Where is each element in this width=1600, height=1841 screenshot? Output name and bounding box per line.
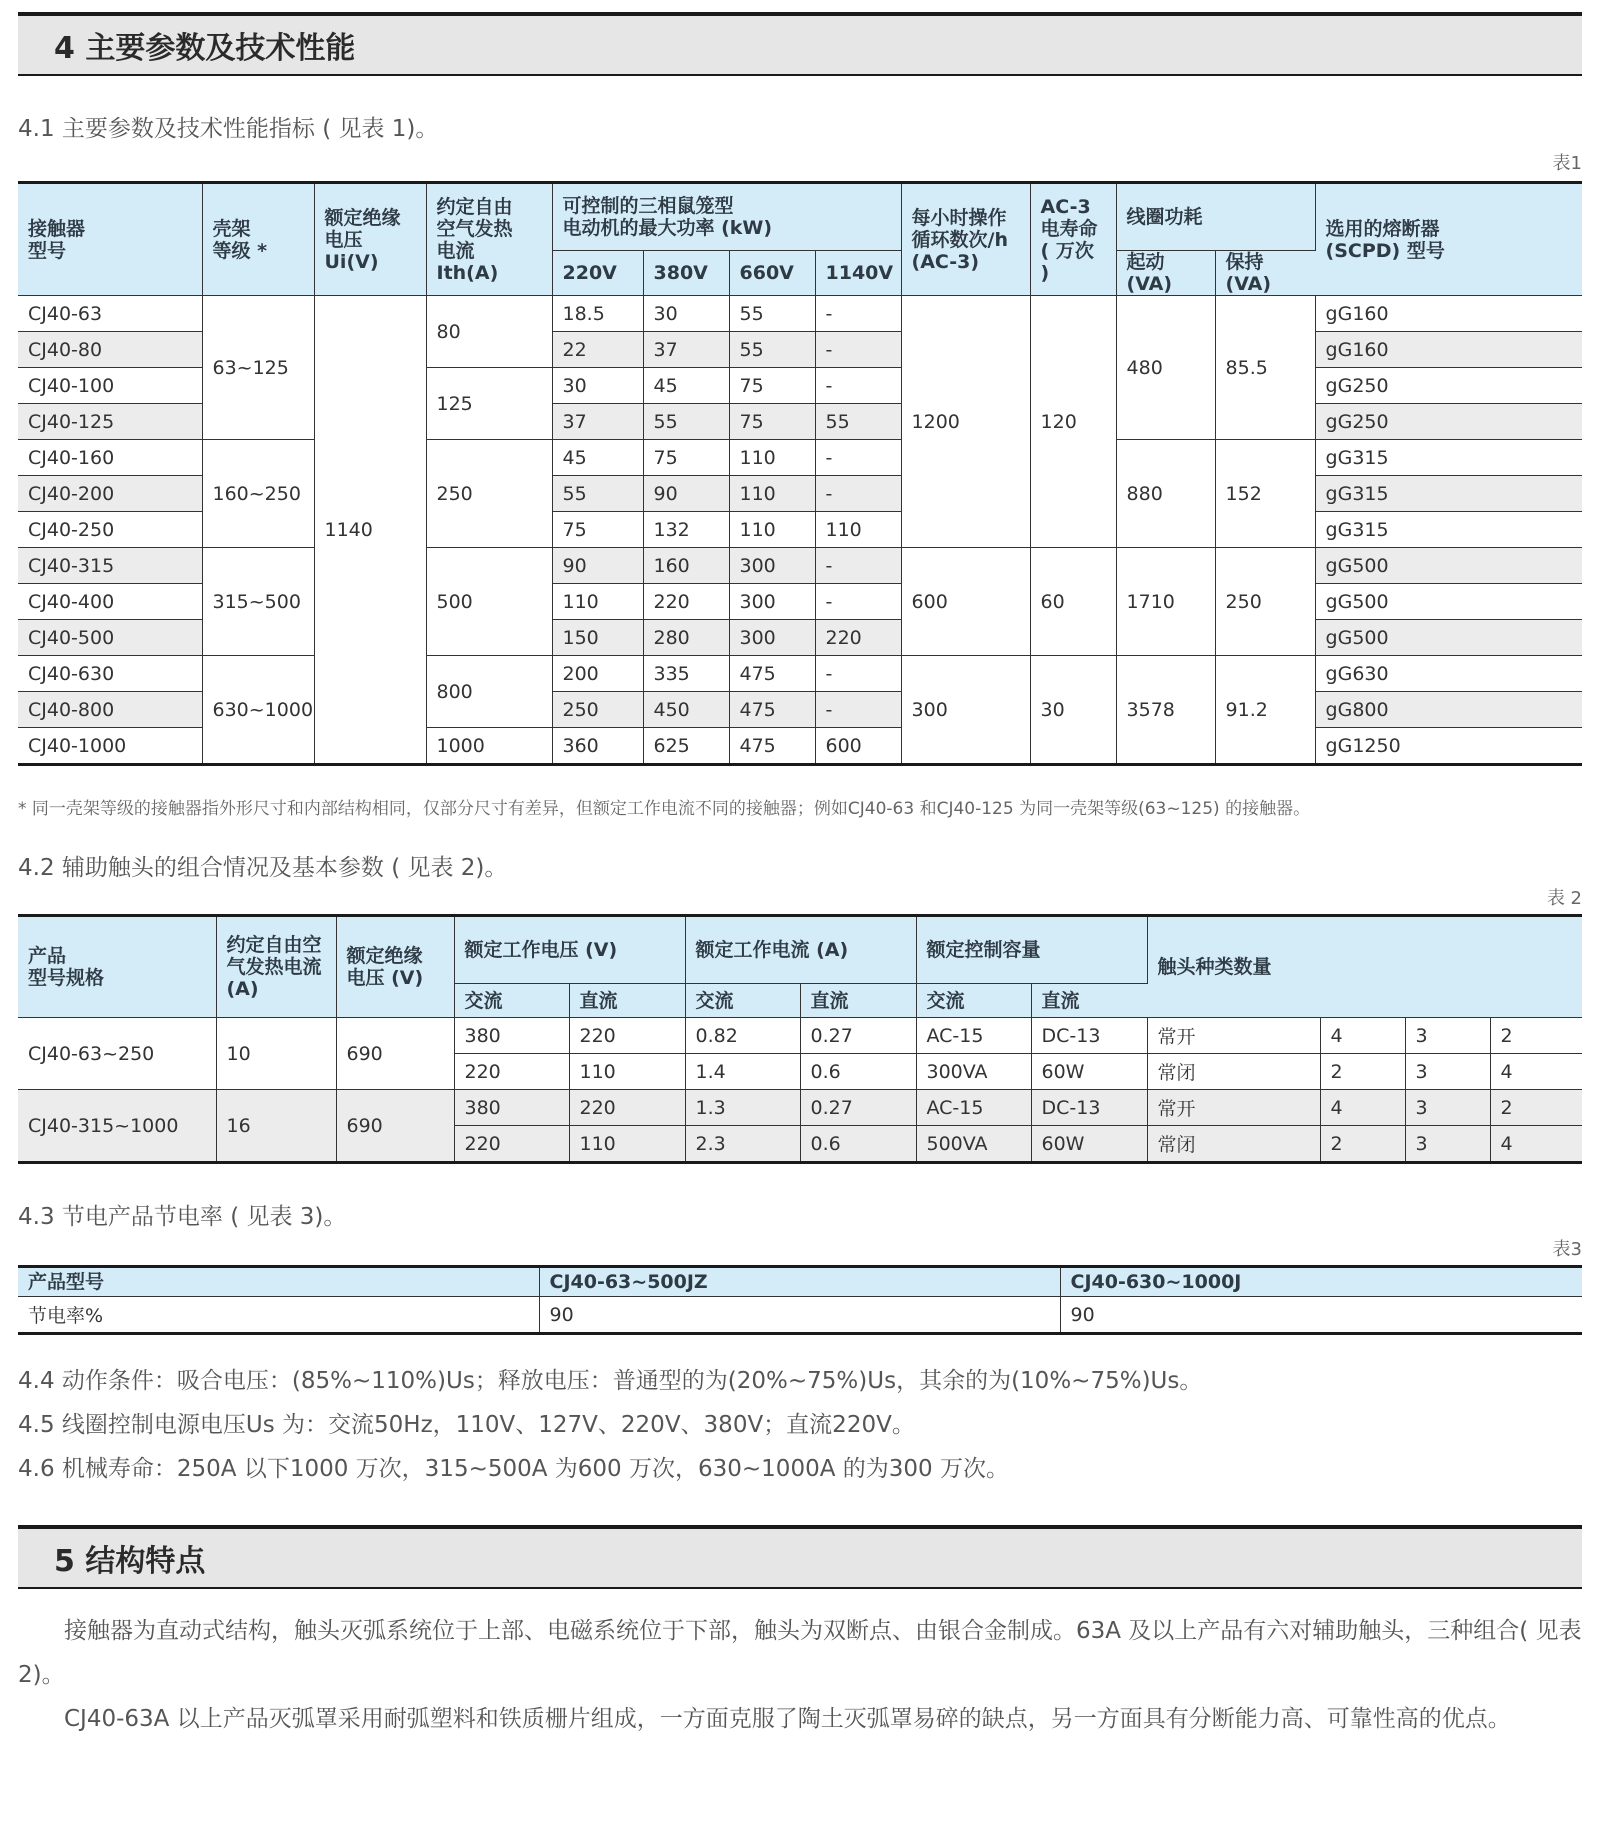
- t2-header-ue-dc: 直流: [569, 984, 685, 1018]
- t2-contact-type: 常开: [1147, 1018, 1320, 1054]
- t2-header-contacts: 触头种类数量: [1147, 916, 1582, 1018]
- t1-frame: 315~500: [202, 548, 314, 656]
- table-3-label: 表3: [1552, 1239, 1582, 1260]
- table-row: [18, 296, 1582, 332]
- t1-p1140: -: [815, 656, 901, 692]
- t1-coil-start: 880: [1116, 440, 1215, 548]
- t1-coil-hold: 250: [1215, 548, 1315, 656]
- t2-cap-dc: 60W: [1031, 1054, 1147, 1090]
- t1-model: CJ40-80: [18, 332, 202, 368]
- section-5-title: 5 结构特点: [54, 1544, 206, 1579]
- t1-p1140: 600: [815, 728, 901, 765]
- table-row: [18, 440, 1582, 476]
- t1-p660: 110: [729, 476, 815, 512]
- t1-p660: 475: [729, 728, 815, 765]
- table-1-label: 表1: [1552, 153, 1582, 174]
- t1-p1140: -: [815, 548, 901, 584]
- t2-header-ui: 额定绝缘 电压 (V): [336, 916, 454, 1018]
- t1-fuse: gG315: [1315, 476, 1582, 512]
- t1-p1140: -: [815, 332, 901, 368]
- table-3: [18, 1265, 1582, 1335]
- t2-ie-dc: 0.6: [800, 1126, 916, 1163]
- t1-p1140: 55: [815, 404, 901, 440]
- t1-p1140: 220: [815, 620, 901, 656]
- t1-p660: 75: [729, 368, 815, 404]
- t1-ith: 80: [426, 296, 552, 368]
- t1-model: CJ40-630: [18, 656, 202, 692]
- t2-ue-dc: 110: [569, 1054, 685, 1090]
- t1-p380: 55: [643, 404, 729, 440]
- t3-rate-label: 节电率%: [18, 1297, 539, 1334]
- t1-p660: 55: [729, 296, 815, 332]
- t1-coil-hold: 85.5: [1215, 296, 1315, 440]
- t1-p220: 200: [552, 656, 643, 692]
- t1-p660: 300: [729, 548, 815, 584]
- t1-p660: 475: [729, 656, 815, 692]
- t1-p660: 300: [729, 584, 815, 620]
- t1-p380: 450: [643, 692, 729, 728]
- t1-header-hold: 保持 (VA): [1215, 251, 1315, 296]
- section-4-4-text: 4.4 动作条件：吸合电压：(85%~110%)Us；释放电压：普通型的为(20%~75%)Us，其余的为(10%~75%)Us。: [18, 1368, 1203, 1394]
- t2-header-ith: 约定自由空 气发热电流 (A): [216, 916, 336, 1018]
- t1-p220: 250: [552, 692, 643, 728]
- t1-p660: 300: [729, 620, 815, 656]
- t1-ith: 800: [426, 656, 552, 728]
- t2-header-ie-dc: 直流: [800, 984, 916, 1018]
- t1-p1140: 110: [815, 512, 901, 548]
- t2-ith: 16: [216, 1090, 336, 1163]
- t3-header-model: 产品型号: [18, 1267, 539, 1297]
- t1-p1140: -: [815, 368, 901, 404]
- t1-p1140: -: [815, 296, 901, 332]
- t1-fuse: gG250: [1315, 368, 1582, 404]
- t2-ue-ac: 220: [454, 1126, 569, 1163]
- t2-cap-dc: 60W: [1031, 1126, 1147, 1163]
- t1-ui: 1140: [314, 296, 426, 765]
- t1-header-ops: 每小时操作 循环数次/h (AC-3): [901, 183, 1030, 296]
- t2-contact-type: 常闭: [1147, 1126, 1320, 1163]
- t1-model: CJ40-125: [18, 404, 202, 440]
- t2-header-ie: 额定工作电流 (A): [685, 916, 916, 984]
- t2-contact-count: 3: [1405, 1090, 1490, 1126]
- t2-header-cap: 额定控制容量: [916, 916, 1147, 984]
- section-4-title: 4 主要参数及技术性能: [54, 31, 356, 66]
- t2-cap-ac: 500VA: [916, 1126, 1031, 1163]
- t2-ue-dc: 110: [569, 1126, 685, 1163]
- table-1: [18, 181, 1582, 766]
- section-5-paragraph-2: CJ40-63A 以上产品灭弧罩采用耐弧塑料和铁质栅片组成，一方面克服了陶土灭弧罩易碎的缺点，另一方面具有分断能力高、可靠性高的优点。: [64, 1706, 1511, 1732]
- section-4-1-text: 4.1 主要参数及技术性能指标 ( 见表 1)。: [18, 116, 439, 142]
- t1-header-life: AC-3 电寿命 ( 万次 ): [1030, 183, 1116, 296]
- section-4-6-text: 4.6 机械寿命：250A 以下1000 万次，315~500A 为600 万次，630~1000A 的为300 万次。: [18, 1456, 1009, 1482]
- t1-ith: 125: [426, 368, 552, 440]
- table-2: [18, 914, 1582, 1164]
- t2-contact-count: 4: [1320, 1018, 1405, 1054]
- t1-p1140: -: [815, 476, 901, 512]
- t1-p220: 55: [552, 476, 643, 512]
- t1-p220: 45: [552, 440, 643, 476]
- t1-frame: 630~1000: [202, 656, 314, 765]
- table-row: [18, 1018, 1582, 1054]
- t1-ith: 1000: [426, 728, 552, 765]
- t2-ue-ac: 380: [454, 1090, 569, 1126]
- t2-contact-count: 3: [1405, 1018, 1490, 1054]
- t2-header-cap-ac: 交流: [916, 984, 1031, 1018]
- t1-model: CJ40-500: [18, 620, 202, 656]
- t1-model: CJ40-100: [18, 368, 202, 404]
- t1-fuse: gG500: [1315, 620, 1582, 656]
- t2-ie-ac: 0.82: [685, 1018, 800, 1054]
- t1-coil-start: 1710: [1116, 548, 1215, 656]
- t2-ue-ac: 220: [454, 1054, 569, 1090]
- t2-contact-count: 2: [1490, 1090, 1582, 1126]
- t1-p380: 335: [643, 656, 729, 692]
- t1-p1140: -: [815, 440, 901, 476]
- t1-p220: 22: [552, 332, 643, 368]
- t1-header-660v: 660V: [729, 251, 815, 296]
- t2-ith: 10: [216, 1018, 336, 1090]
- t2-header-model: 产品 型号规格: [18, 916, 216, 1018]
- section-4-5-text: 4.5 线圈控制电源电压Us 为：交流50Hz，110V、127V、220V、380V；直流220V。: [18, 1412, 915, 1438]
- t2-ue-dc: 220: [569, 1090, 685, 1126]
- t1-p660: 110: [729, 440, 815, 476]
- t1-ops: 300: [901, 656, 1030, 765]
- t2-contact-count: 4: [1490, 1054, 1582, 1090]
- t1-header-1140v: 1140V: [815, 251, 901, 296]
- t1-frame: 160~250: [202, 440, 314, 548]
- t1-fuse: gG160: [1315, 296, 1582, 332]
- t1-p220: 37: [552, 404, 643, 440]
- t1-fuse: gG500: [1315, 584, 1582, 620]
- t1-p220: 30: [552, 368, 643, 404]
- t1-model: CJ40-1000: [18, 728, 202, 765]
- table-row: [18, 548, 1582, 584]
- t1-coil-hold: 152: [1215, 440, 1315, 548]
- t2-cap-ac: 300VA: [916, 1054, 1031, 1090]
- t1-fuse: gG250: [1315, 404, 1582, 440]
- t2-ie-ac: 1.4: [685, 1054, 800, 1090]
- t1-p660: 75: [729, 404, 815, 440]
- t1-p380: 90: [643, 476, 729, 512]
- t2-contact-count: 2: [1320, 1126, 1405, 1163]
- t2-ie-ac: 2.3: [685, 1126, 800, 1163]
- t2-ie-dc: 0.27: [800, 1090, 916, 1126]
- t3-header-jz: CJ40-63~500JZ: [539, 1267, 1060, 1297]
- t1-fuse: gG160: [1315, 332, 1582, 368]
- t1-header-ith: 约定自由 空气发热 电流 Ith(A): [426, 183, 552, 296]
- t2-model: CJ40-63~250: [18, 1018, 216, 1090]
- t2-cap-ac: AC-15: [916, 1018, 1031, 1054]
- t2-header-ie-ac: 交流: [685, 984, 800, 1018]
- t2-model: CJ40-315~1000: [18, 1090, 216, 1163]
- t2-ie-dc: 0.27: [800, 1018, 916, 1054]
- t1-p220: 150: [552, 620, 643, 656]
- t2-cap-dc: DC-13: [1031, 1090, 1147, 1126]
- t1-life: 60: [1030, 548, 1116, 656]
- section-5-header: [18, 1525, 1582, 1589]
- t2-contact-count: 2: [1490, 1018, 1582, 1054]
- t2-contact-count: 2: [1320, 1054, 1405, 1090]
- t1-p380: 132: [643, 512, 729, 548]
- t1-coil-start: 3578: [1116, 656, 1215, 765]
- t1-ops: 600: [901, 548, 1030, 656]
- t1-fuse: gG630: [1315, 656, 1582, 692]
- t2-ie-ac: 1.3: [685, 1090, 800, 1126]
- t1-life: 30: [1030, 656, 1116, 765]
- t1-p380: 30: [643, 296, 729, 332]
- section-4-3-text: 4.3 节电产品节电率 ( 见表 3)。: [18, 1204, 347, 1230]
- t1-p380: 280: [643, 620, 729, 656]
- t2-cap-ac: AC-15: [916, 1090, 1031, 1126]
- t1-header-frame: 壳架 等级 *: [202, 183, 314, 296]
- t2-ui: 690: [336, 1018, 454, 1090]
- t2-contact-count: 4: [1490, 1126, 1582, 1163]
- t1-header-coil: 线圈功耗: [1116, 183, 1315, 251]
- t1-ith: 250: [426, 440, 552, 548]
- t1-header-fuse: 选用的熔断器 (SCPD) 型号: [1315, 183, 1582, 296]
- table-row: [18, 1297, 1582, 1334]
- t1-model: CJ40-800: [18, 692, 202, 728]
- t2-cap-dc: DC-13: [1031, 1018, 1147, 1054]
- t1-p220: 75: [552, 512, 643, 548]
- t1-frame: 63~125: [202, 296, 314, 440]
- t1-p220: 360: [552, 728, 643, 765]
- t1-fuse: gG500: [1315, 548, 1582, 584]
- t2-ie-dc: 0.6: [800, 1054, 916, 1090]
- t1-model: CJ40-250: [18, 512, 202, 548]
- t2-contact-type: 常闭: [1147, 1054, 1320, 1090]
- t3-rate-j: 90: [1060, 1297, 1582, 1334]
- t1-p1140: -: [815, 692, 901, 728]
- t2-contact-count: 4: [1320, 1090, 1405, 1126]
- table-row: [18, 1090, 1582, 1126]
- t1-header-power: 可控制的三相鼠笼型 电动机的最大功率 (kW): [552, 183, 901, 251]
- t2-contact-count: 3: [1405, 1054, 1490, 1090]
- t1-ops: 1200: [901, 296, 1030, 548]
- t1-p380: 220: [643, 584, 729, 620]
- t2-contact-count: 3: [1405, 1126, 1490, 1163]
- table-2-label: 表 2: [1546, 888, 1582, 909]
- t1-header-model: 接触器 型号: [18, 183, 202, 296]
- t3-rate-jz: 90: [539, 1297, 1060, 1334]
- section-5-paragraph-1: 接触器为直动式结构，触头灭弧系统位于上部、电磁系统位于下部，触头为双断点、由银合金制成。63A 及以上产品有六对辅助触头，三种组合( 见表2)。: [18, 1618, 1582, 1688]
- t2-ue-dc: 220: [569, 1018, 685, 1054]
- t1-p220: 110: [552, 584, 643, 620]
- t1-p380: 75: [643, 440, 729, 476]
- t1-coil-start: 480: [1116, 296, 1215, 440]
- t1-p660: 110: [729, 512, 815, 548]
- t2-contact-type: 常开: [1147, 1090, 1320, 1126]
- t1-coil-hold: 91.2: [1215, 656, 1315, 765]
- t1-model: CJ40-200: [18, 476, 202, 512]
- t1-model: CJ40-160: [18, 440, 202, 476]
- t2-header-ue: 额定工作电压 (V): [454, 916, 685, 984]
- t2-header-ue-ac: 交流: [454, 984, 569, 1018]
- t1-header-380v: 380V: [643, 251, 729, 296]
- page: [18, 12, 1582, 1741]
- t1-p380: 37: [643, 332, 729, 368]
- t1-life: 120: [1030, 296, 1116, 548]
- t1-ith: 500: [426, 548, 552, 656]
- t1-fuse: gG315: [1315, 440, 1582, 476]
- t1-p660: 55: [729, 332, 815, 368]
- t1-fuse: gG800: [1315, 692, 1582, 728]
- section-4-2-text: 4.2 辅助触头的组合情况及基本参数 ( 见表 2)。: [18, 855, 508, 881]
- section-4-header: [18, 12, 1582, 76]
- t1-p220: 90: [552, 548, 643, 584]
- t1-p220: 18.5: [552, 296, 643, 332]
- t1-header-start: 起动 (VA): [1116, 251, 1215, 296]
- t1-p660: 475: [729, 692, 815, 728]
- table-row: [18, 656, 1582, 692]
- t2-header-cap-dc: 直流: [1031, 984, 1147, 1018]
- t1-p380: 45: [643, 368, 729, 404]
- t1-model: CJ40-400: [18, 584, 202, 620]
- t1-p380: 625: [643, 728, 729, 765]
- t2-ue-ac: 380: [454, 1018, 569, 1054]
- t1-p380: 160: [643, 548, 729, 584]
- t1-header-ui: 额定绝缘 电压 Ui(V): [314, 183, 426, 296]
- t1-model: CJ40-63: [18, 296, 202, 332]
- t1-header-220v: 220V: [552, 251, 643, 296]
- t1-fuse: gG1250: [1315, 728, 1582, 765]
- t1-model: CJ40-315: [18, 548, 202, 584]
- table-1-footnote: * 同一壳架等级的接触器指外形尺寸和内部结构相同，仅部分尺寸有差异，但额定工作电流不同的接触器；例如CJ40-63 和CJ40-125 为同一壳架等级(63~125) 的接触器。: [18, 799, 1311, 819]
- t2-ui: 690: [336, 1090, 454, 1163]
- t3-header-j: CJ40-630~1000J: [1060, 1267, 1582, 1297]
- t1-fuse: gG315: [1315, 512, 1582, 548]
- t1-p1140: -: [815, 584, 901, 620]
